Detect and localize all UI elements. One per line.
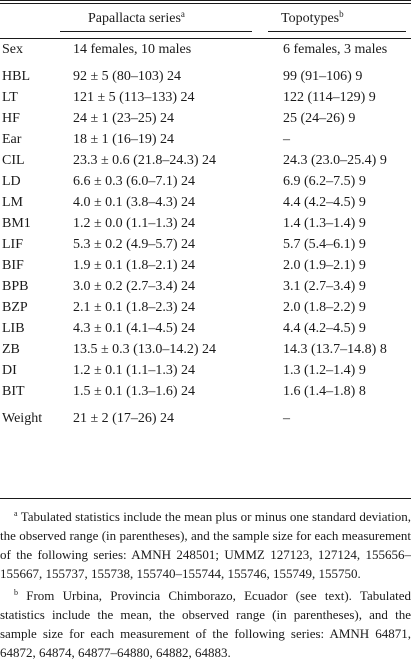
papallacta-value: 18 ± 1 (16–19) 24	[73, 132, 175, 147]
table-row	[0, 174, 411, 195]
papallacta-value: 121 ± 5 (113–133) 24	[73, 90, 195, 105]
papallacta-value: 1.5 ± 0.1 (1.3–1.6) 24	[73, 384, 196, 399]
table-row	[0, 132, 411, 153]
table-row	[0, 411, 411, 432]
column-header-papallacta	[88, 9, 185, 27]
column-header-papallacta-text: Papallacta series	[88, 11, 181, 26]
column-header-topotypes-text: Topotypes	[281, 11, 340, 26]
papallacta-value: 4.3 ± 0.1 (4.1–4.5) 24	[73, 321, 196, 336]
table-row	[0, 42, 411, 67]
topotypes-value: –	[283, 411, 290, 426]
papallacta-value: 1.9 ± 0.1 (1.8–2.1) 24	[73, 258, 196, 273]
topotypes-value: 4.4 (4.2–4.5) 9	[283, 195, 366, 210]
footnote-a-text: Tabulated statistics include the mean plus or minus one standard deviation, the observed range (in parentheses), and the sample size for each measurement of the following series: AMNH 248501; UMMZ 127123, 127124, 155656–155667, 155737, 155738, 155740–155744, 155746, 155749, 155750.	[0, 509, 411, 581]
row-label: LM	[2, 195, 23, 210]
table-row	[0, 195, 411, 216]
row-label: CIL	[2, 153, 25, 168]
papallacta-value: 14 females, 10 males	[73, 42, 192, 57]
row-label: BZP	[2, 300, 28, 315]
header-separator-rule	[0, 38, 411, 39]
topotypes-value: 6 females, 3 males	[283, 42, 388, 57]
table-row	[0, 153, 411, 174]
topotypes-value: 1.6 (1.4–1.8) 8	[283, 384, 366, 399]
papallacta-value: 2.1 ± 0.1 (1.8–2.3) 24	[73, 300, 196, 315]
table-row	[0, 258, 411, 279]
topotypes-value: 24.3 (23.0–25.4) 9	[283, 153, 387, 168]
topotypes-value: 99 (91–106) 9	[283, 69, 363, 84]
papallacta-value: 13.5 ± 0.3 (13.0–14.2) 24	[73, 342, 217, 357]
footnote-b-mark: b	[14, 588, 18, 597]
row-label: DI	[2, 363, 17, 378]
table-bottom-rule	[0, 498, 411, 499]
column-header-underline-1	[60, 31, 252, 32]
papallacta-value: 6.6 ± 0.3 (6.0–7.1) 24	[73, 174, 196, 189]
footnote-mark-a: a	[180, 9, 185, 19]
column-header-underline-2	[268, 31, 406, 32]
row-label: ZB	[2, 342, 20, 357]
topotypes-value: 25 (24–26) 9	[283, 111, 356, 126]
topotypes-value: 1.3 (1.2–1.4) 9	[283, 363, 366, 378]
topotypes-value: 14.3 (13.7–14.8) 8	[283, 342, 387, 357]
row-label: LIF	[2, 237, 23, 252]
topotypes-value: 4.4 (4.2–4.5) 9	[283, 321, 366, 336]
table-row	[0, 384, 411, 405]
table-row	[0, 90, 411, 111]
table-top-rule-double	[0, 3, 411, 4]
topotypes-value: 122 (114–129) 9	[283, 90, 376, 105]
table-footnotes	[0, 504, 411, 662]
footnote-a	[0, 504, 411, 583]
row-label: LIB	[2, 321, 25, 336]
table-row	[0, 363, 411, 384]
footnote-a-mark: a	[14, 509, 18, 518]
table-row	[0, 321, 411, 342]
topotypes-value: 6.9 (6.2–7.5) 9	[283, 174, 366, 189]
table-row	[0, 237, 411, 258]
footnote-mark-b: b	[339, 9, 344, 19]
table-row	[0, 342, 411, 363]
row-label: LT	[2, 90, 18, 105]
papallacta-value: 21 ± 2 (17–26) 24	[73, 411, 175, 426]
footnote-b	[0, 583, 411, 662]
measurement-table-body	[0, 42, 411, 432]
table-row	[0, 69, 411, 90]
row-label: BIF	[2, 258, 24, 273]
papallacta-value: 23.3 ± 0.6 (21.8–24.3) 24	[73, 153, 217, 168]
table-row	[0, 300, 411, 321]
topotypes-value: 2.0 (1.8–2.2) 9	[283, 300, 366, 315]
table-row	[0, 216, 411, 237]
table-row	[0, 279, 411, 300]
topotypes-value: 1.4 (1.3–1.4) 9	[283, 216, 366, 231]
row-label: LD	[2, 174, 21, 189]
papallacta-value: 1.2 ± 0.0 (1.1–1.3) 24	[73, 216, 196, 231]
row-label: Weight	[2, 411, 43, 426]
row-label: Ear	[2, 132, 22, 147]
row-label: BM1	[2, 216, 31, 231]
footnote-b-text: From Urbina, Provincia Chimborazo, Ecuador (see text). Tabulated statistics include the mean, the observed range (in parentheses), and the sample size for each measurement of the following series: AMNH 64871, 64872, 64874, 64877–64880, 64882, 64883.	[0, 588, 411, 660]
papallacta-value: 3.0 ± 0.2 (2.7–3.4) 24	[73, 279, 196, 294]
topotypes-value: 2.0 (1.9–2.1) 9	[283, 258, 366, 273]
row-label: HF	[2, 111, 20, 126]
topotypes-value: –	[283, 132, 290, 147]
topotypes-value: 5.7 (5.4–6.1) 9	[283, 237, 366, 252]
column-header-topotypes	[281, 9, 344, 27]
papallacta-value: 92 ± 5 (80–103) 24	[73, 69, 182, 84]
papallacta-value: 5.3 ± 0.2 (4.9–5.7) 24	[73, 237, 196, 252]
table-top-rule	[0, 0, 411, 1]
papallacta-value: 1.2 ± 0.1 (1.1–1.3) 24	[73, 363, 196, 378]
table-row	[0, 111, 411, 132]
papallacta-value: 24 ± 1 (23–25) 24	[73, 111, 175, 126]
topotypes-value: 3.1 (2.7–3.4) 9	[283, 279, 366, 294]
row-label: BIT	[2, 384, 25, 399]
row-label: HBL	[2, 69, 30, 84]
row-label: BPB	[2, 279, 29, 294]
row-label: Sex	[2, 42, 23, 57]
papallacta-value: 4.0 ± 0.1 (3.8–4.3) 24	[73, 195, 196, 210]
